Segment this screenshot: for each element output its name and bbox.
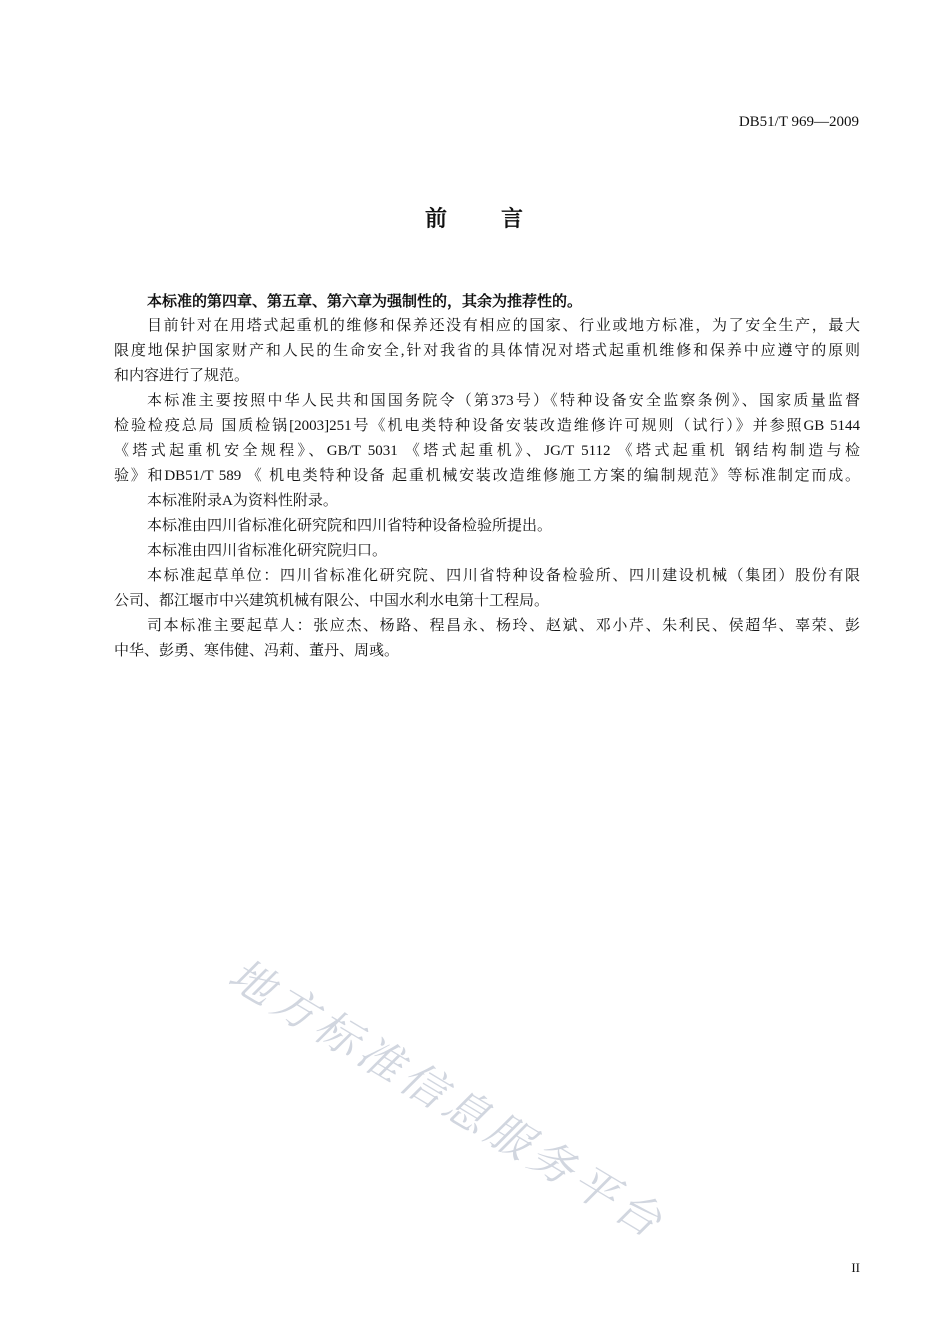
paragraph-line: 本标准主要按照中华人民共和国国务院令（第373号）《特种设备安全监察条例》、国家质量监督: [147, 393, 860, 409]
page-number: II: [851, 1260, 860, 1275]
title-part-2: 言: [501, 206, 526, 231]
paragraph-line: 司本标准主要起草人：张应杰、杨路、程昌永、杨玲、赵斌、邓小芹、朱利民、侯超华、辜荣、彭: [147, 618, 860, 634]
paragraph-line: 本标准附录A为资料性附录。: [147, 493, 338, 509]
paragraph-line: 本标准由四川省标准化研究院和四川省特种设备检验所提出。: [147, 518, 553, 534]
paragraph-line: 验》和DB51/T 589 《 机电类特种设备 起重机械安装改造维修施工方案的编制规范》等标准制定而成。: [114, 468, 860, 484]
paragraph-line: 本标准的第四章、第五章、第六章为强制性的，其余为推荐性的。: [147, 293, 583, 310]
paragraph-line: 《塔式起重机安全规程》、GB/T 5031 《塔式起重机》、JG/T 5112 《塔式起重机 钢结构制造与检: [114, 443, 860, 459]
document-number: DB51/T 969—2009: [738, 114, 859, 130]
paragraph-line: 检验检疫总局 国质检锅[2003]251号《机电类特种设备安装改造维修许可规则（试行）》并参照GB 5144: [114, 418, 860, 434]
paragraph-line: 中华、彭勇、寒伟健、冯莉、董丹、周彧。: [114, 643, 400, 659]
watermark: 地方标准信息服务平台: [220, 949, 674, 1250]
paragraph-line: 本标准由四川省标准化研究院归口。: [147, 543, 388, 559]
foreword-body: [114, 289, 860, 664]
title-part-1: 前: [424, 206, 449, 231]
paragraph-line: 公司、都江堰市中兴建筑机械有限公、中国水利水电第十工程局。: [114, 593, 550, 609]
paragraph-line: 和内容进行了规范。: [114, 368, 250, 384]
paragraph-line: 限度地保护国家财产和人民的生命安全,针对我省的具体情况对塔式起重机维修和保养中应遵守的原则: [114, 343, 860, 359]
paragraph-line: 本标准起草单位：四川省标准化研究院、四川省特种设备检验所、四川建设机械（集团）股份有限: [147, 568, 860, 584]
paragraph-line: 目前针对在用塔式起重机的维修和保养还没有相应的国家、行业或地方标准，为了安全生产，最大: [147, 318, 860, 334]
page-title: [0, 202, 950, 233]
